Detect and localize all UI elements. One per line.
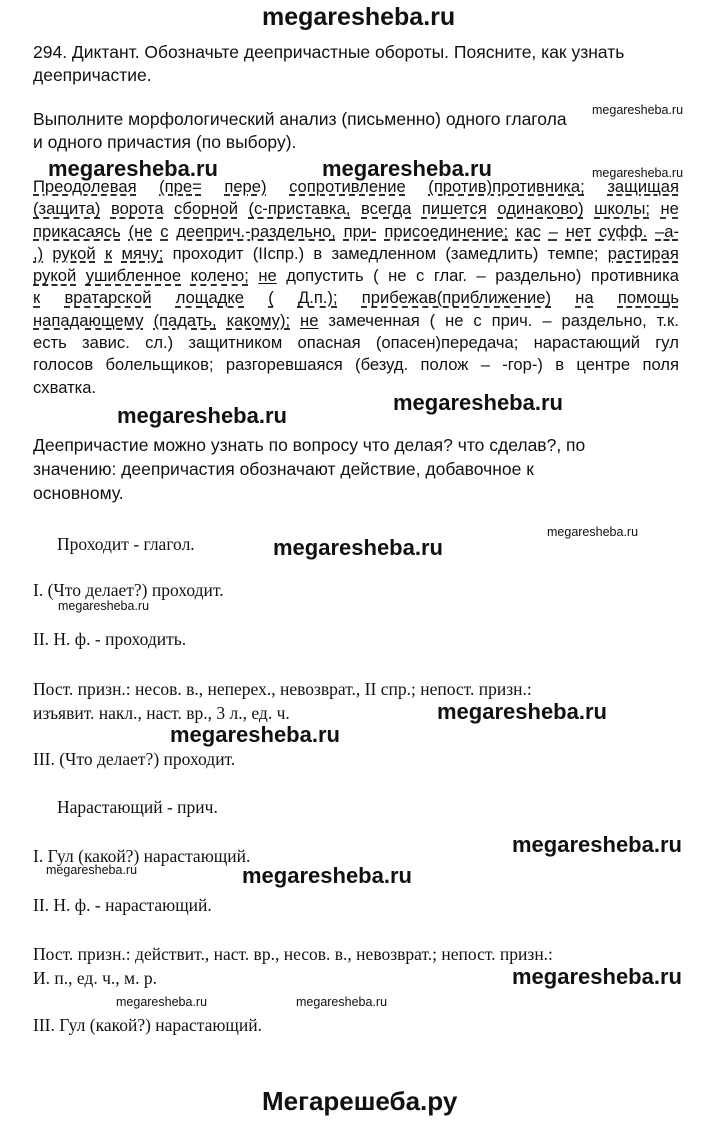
word: (пре=: [159, 177, 202, 196]
watermark: megaresheba.ru: [512, 964, 682, 989]
answer-line-1: Деепричастие можно узнать по вопросу что делая? что сделав?, по: [33, 435, 586, 455]
watermark: megaresheba.ru: [48, 156, 218, 181]
dictation-text: [33, 176, 679, 399]
word: пишется: [421, 199, 487, 219]
watermark: megaresheba.ru: [322, 156, 492, 181]
dictation-line: [33, 377, 679, 399]
dictation-line: [33, 354, 679, 376]
word: замеченная: [328, 310, 420, 330]
dictation-line: [33, 198, 679, 220]
word: –: [476, 266, 486, 286]
word: болельщиков;: [105, 355, 214, 375]
word: колено;: [190, 266, 249, 286]
dictation-line: [33, 265, 679, 287]
word: ,): [33, 243, 44, 263]
word: (: [429, 310, 436, 330]
word: замедленном: [331, 243, 437, 263]
word: пере): [224, 177, 267, 196]
word: (IIспр.): [252, 243, 305, 263]
word: не: [258, 266, 277, 286]
word: какому);: [226, 310, 291, 330]
word: сл.): [145, 333, 174, 353]
word: не: [445, 310, 464, 330]
word: с: [416, 266, 425, 286]
verb-point-4: III. (Что делает?) проходит.: [33, 749, 236, 769]
watermark: megaresheba.ru: [170, 722, 340, 747]
word: не: [388, 266, 407, 286]
word: прич.: [491, 310, 533, 330]
word: –: [548, 221, 558, 241]
word: –а-: [655, 221, 679, 241]
word: не: [300, 310, 319, 330]
watermark: megaresheba.ru: [273, 535, 443, 560]
word: ушибленное: [85, 266, 182, 286]
watermark: megaresheba.ru: [437, 699, 607, 724]
word: гул: [655, 333, 679, 353]
word: прикасаясь: [33, 221, 121, 241]
word: всегда: [361, 199, 412, 219]
watermark: megaresheba.ru: [393, 390, 563, 415]
word: допустить: [286, 266, 364, 286]
participle-title: Нарастающий - прич.: [57, 797, 218, 817]
answer-line-3: основному.: [33, 483, 124, 503]
word: (: [268, 288, 274, 308]
dictation-line: [33, 176, 679, 198]
word: помощь: [617, 288, 679, 308]
verb-point-3a: Пост. призн.: несов. в., неперех., невозврат., II спр.; непост. призн.:: [33, 679, 532, 699]
word: т.к.: [656, 310, 679, 330]
word: -гор-): [502, 355, 543, 375]
word: нападающему: [33, 310, 144, 330]
task-line-3: Выполните морфологический анализ (письменно) одного глагола: [33, 109, 567, 129]
watermark: megaresheba.ru: [296, 995, 388, 1009]
word: схватка.: [33, 377, 97, 397]
watermark: megaresheba.ru: [242, 863, 412, 888]
dictation-line: [33, 287, 679, 309]
verb-point-3b: изъявит. накл., наст. вр., 3 л., ед. ч.: [33, 703, 290, 723]
word: сборной: [174, 199, 238, 219]
watermark: megaresheba.ru: [58, 599, 150, 613]
word: рукой: [33, 266, 77, 286]
word: присоединение;: [384, 221, 509, 241]
word: прибежав(приближение): [361, 288, 552, 308]
word: проходит: [172, 243, 244, 263]
word: одинаково): [497, 199, 584, 219]
participle-point-3b: И. п., ед. ч., м. р.: [33, 968, 157, 988]
word: (с-приставка,: [248, 199, 351, 219]
participle-point-3a: Пост. призн.: действит., наст. вр., несов. в., невозврат.; непост. призн.:: [33, 944, 553, 964]
watermark: megaresheba.ru: [46, 863, 138, 877]
watermark: megaresheba.ru: [117, 403, 287, 428]
word: на: [575, 288, 594, 308]
word: глаг.: [433, 266, 468, 286]
word: (: [373, 266, 379, 286]
word: (не: [128, 221, 153, 241]
watermark: megaresheba.ru: [116, 995, 208, 1009]
word: есть: [33, 333, 67, 353]
word: лощадке: [175, 288, 245, 308]
watermark: megaresheba.ru: [512, 832, 682, 857]
word: раздельно,: [561, 310, 647, 330]
watermark: megaresheba.ru: [592, 166, 684, 180]
dictation-line: [33, 332, 679, 354]
word: защищая: [607, 177, 679, 196]
word: кас: [515, 221, 541, 241]
verb-title: Проходит - глагол.: [57, 534, 195, 554]
word: полож: [420, 355, 469, 375]
word: в: [555, 355, 565, 375]
word: противника: [590, 266, 679, 286]
watermark: megaresheba.ru: [547, 525, 639, 539]
word: вратарской: [64, 288, 152, 308]
participle-point-1: I. Гул (какой?) нарастающий.: [33, 846, 251, 866]
word: поля: [642, 355, 679, 375]
word: завис.: [82, 333, 130, 353]
site-header: megaresheba.ru: [262, 3, 456, 31]
word: школы;: [594, 199, 650, 219]
word: при-: [343, 221, 377, 241]
word: голосов: [33, 355, 94, 375]
word: (опасен)передача;: [375, 333, 519, 353]
word: рукой: [52, 243, 96, 263]
word: к: [104, 243, 113, 263]
dictation-line: [33, 243, 679, 265]
word: сопротивление: [289, 177, 406, 196]
footer-brand: Мегарешеба.ру: [262, 1086, 458, 1116]
word: суфф.: [598, 221, 648, 241]
word: дееприч.-раздельно,: [176, 221, 336, 241]
task-line-4: и одного причастия (по выбору).: [33, 132, 297, 152]
task-line-2: деепричастие.: [33, 65, 152, 85]
participle-point-2: II. Н. ф. - нарастающий.: [33, 895, 212, 915]
word: (безуд.: [355, 355, 409, 375]
word: Преодолевая: [33, 177, 137, 196]
word: к: [33, 288, 41, 308]
dictation-line: [33, 221, 679, 243]
word: центре: [576, 355, 631, 375]
watermark: megaresheba.ru: [592, 103, 684, 117]
participle-point-4: III. Гул (какой?) нарастающий.: [33, 1015, 263, 1035]
task-line-1: 294. Диктант. Обозначьте деепричастные обороты. Поясните, как узнать: [33, 42, 625, 62]
word: –: [542, 310, 552, 330]
word: мячу;: [121, 243, 164, 263]
verb-point-2: II. Н. ф. - проходить.: [33, 629, 187, 649]
word: защитником: [188, 333, 283, 353]
word: опасная: [297, 333, 361, 353]
word: раздельно): [495, 266, 582, 286]
word: нарастающий: [533, 333, 641, 353]
word: ворота: [110, 199, 164, 219]
word: темпе;: [547, 243, 599, 263]
word: (против)противника;: [428, 177, 585, 196]
word: растирая: [607, 243, 679, 263]
word: с: [160, 221, 169, 241]
word: Д.п.);: [297, 288, 338, 308]
word: не: [660, 199, 679, 219]
word: (замедлить): [445, 243, 539, 263]
word: (защита): [33, 199, 101, 219]
verb-point-1: I. (Что делает?) проходит.: [33, 580, 224, 600]
word: с: [473, 310, 482, 330]
word: (падать,: [153, 310, 217, 330]
word: в: [313, 243, 323, 263]
word: разгоревшаяся: [225, 355, 343, 375]
dictation-line: [33, 310, 679, 332]
answer-line-2: значению: деепричастия обозначают действие, добавочное к: [33, 459, 534, 479]
word: нет: [565, 221, 592, 241]
word: –: [480, 355, 490, 375]
